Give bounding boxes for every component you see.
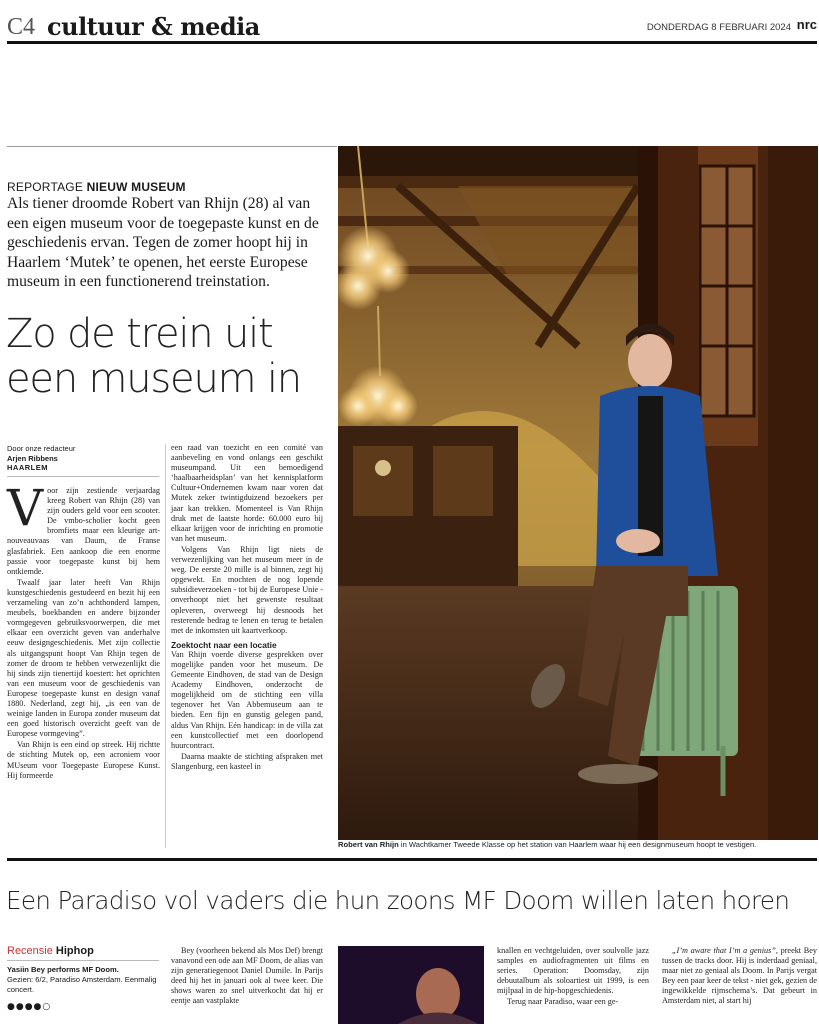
byline-place: HAARLEM	[7, 463, 48, 472]
caption-text: in Wachtkamer Tweede Klasse op het station van Haarlem waar hij een designmuseum hoopt te vestigen.	[398, 840, 757, 849]
review-headline: Een Paradiso vol vaders die hun zoons MF Doom willen laten horen	[6, 886, 790, 915]
article-headline: Zo de trein uit een museum in	[6, 311, 301, 402]
caption-name: Robert van Rhijn	[338, 840, 399, 849]
issue-date: DONDERDAG 8 FEBRUARI 2024	[646, 22, 791, 33]
review-title: Yasiin Bey performs MF Doom.	[7, 965, 119, 974]
review-details: Gezien: 6/2, Paradiso Amsterdam. Eenmalig concert.	[7, 974, 157, 994]
paragraph: Terug naar Paradiso, waar een ge-	[507, 997, 619, 1007]
review-column-3	[497, 946, 649, 1009]
byline-author: Arjen Ribbens	[7, 453, 58, 463]
review-genre: Hiphop	[55, 945, 94, 957]
article-subhead: Zoektocht naar een locatie	[171, 639, 277, 650]
paragraph: oor zijn zestiende verjaardag kreeg Robert van Rhijn (28) van zijn ouders geld voor een scooter. De vmbo-scholier kocht geen bromfiets maar een kleurige art-nouveauvaas van Daum, de Franse glasfabriek. Een aankoop die een enorme passie voor toegepaste kunst bij hem ontkiemde.	[7, 486, 160, 576]
article-top-rule	[7, 146, 337, 147]
paragraph: Twaalf jaar later heeft Van Rhijn kunstgeschiedenis gestudeerd en bezit hij een verzameling van zo’n achthonderd lampen, meubels, boekbanden en andere bijzonder vormgegeven gebruiksvoorwerpen, die met elkaar een overzicht geven van anderhalve eeuw designgeschiedenis. Met zijn collectie als uitgangspunt hoopt Van Rhijn tegen de zomer de droom te hebben verwezenlijkt die hij sinds zijn tienertijd koestert: het oprichten van een museum voor de geschiedenis van Europese toegepaste kunst en design vanaf 1880. Nederland, zegt hij, „is een van de weinige landen in Europa zonder museum dat een goed historisch overzicht geeft van de Europese vormgeving”.	[7, 577, 160, 739]
review-rule	[7, 960, 159, 961]
article-lead: Als tiener droomde Robert van Rhijn (28) al van een eigen museum voor de toegepaste kunst en de geschiedenis ervan. Tegen de zomer hoopt hij in Haarlem ‘Mutek’ te openen, het eerste Europese museum in een functionerend treinstation.	[7, 195, 319, 290]
article-column-2	[171, 443, 323, 773]
paragraph: Volgens Van Rhijn ligt niets de verwezenlijking van het museum meer in de weg. De eerste 20 mille is al binnen, zegt hij opgewekt. En mochten de nog lopende subsidieverzoeken - tot bij de Europese Unie - onverhoopt niet het gewenste resultaat opleveren, overweegt hij desnoods het resterende bedrag te lenen en terug te betalen met de inkomsten uit kaartverkoop.	[171, 544, 323, 635]
paragraph-text: , preekt Bey tussen de tracks door. Hij is inderdaad geniaal, maar niet zo geniaal als Doom. In Parijs vergat Bey een paar keer de tekst - niet gek, gezien de ingewikkelde rijmschema’s. Dat gebeurt in Amsterdam niet, al start hij	[662, 946, 817, 1006]
section-title: cultuur & media	[47, 12, 260, 41]
paragraph	[662, 946, 817, 1007]
article-column-1	[7, 479, 160, 782]
article-divider	[7, 858, 817, 861]
review-photo	[338, 946, 484, 1024]
article-photo	[338, 146, 818, 840]
photo-caption	[338, 840, 818, 850]
nrc-logo: nrc	[796, 17, 817, 32]
drop-cap: V	[7, 479, 44, 537]
kicker-topic: NIEUW MUSEUM	[86, 180, 186, 194]
quote: „I’m aware that I’m a genius”	[672, 946, 776, 955]
review-rating: ●●●●○	[7, 1002, 52, 1012]
page-number: C4	[7, 14, 36, 40]
paragraph: Van Rhijn is een eind op streek. Hij richtte de stichting Mutek op, een acroniem voor MUseum voor Toegepaste Europese Kunst. Hij formeerde	[7, 740, 160, 780]
paragraph: Bey (voorheen bekend als Mos Def) brengt vanavond een ode aan MF Doom, de alias van zijn generatiegenoot Daniel Dumile. In Parijs deed hij het in januari ook al twee keer. Die shows waren zo snel uitverkocht dat hij er eentje aan vastplakte	[171, 946, 323, 1006]
review-info	[7, 965, 159, 994]
byline	[7, 444, 157, 473]
paragraph: Daarna maakte de stichting afspraken met Slangenburg, een kasteel in	[171, 751, 323, 771]
byline-rule	[7, 476, 159, 477]
kicker-label: REPORTAGE	[7, 180, 84, 194]
review-column-4	[662, 946, 817, 1008]
paragraph: knallen en vechtgeluiden, over soulvolle jazz samples en audiofragmenten uit films en series. Operation: Doomsday, zijn debuutalbum als soloartiest uit 1999, is een mijlpaal in de hip-hopgeschiedenis.	[497, 946, 649, 996]
column-rule	[165, 444, 166, 848]
paragraph: Van Rhijn voerde diverse gesprekken over mogelijke panden voor het museum. De Gemeente Eindhoven, de stad van de Design Academy Eindhoven, onderzocht de mogelijkheid om de stichting een villa tegenover het Van Abbemuseum aan te bieden. Een fijn en gunstig gelegen pand, aldus Van Rhijn. Eén handicap: in de villa zat een kunstcollectief met een doorlopend huurcontract.	[171, 649, 323, 750]
article-kicker	[7, 180, 186, 194]
page-header	[7, 10, 817, 44]
review-type: Recensie	[7, 945, 53, 957]
review-label	[7, 945, 94, 957]
byline-intro: Door onze redacteur	[7, 444, 76, 453]
paragraph: een raad van toezicht en een comité van aanbeveling en vond onlangs een geschikt museumpand. Uit een bemoedigend ‘haalbaarheidsplan’ van het kennisplatform Cultuur+Ondernemen kwam naar voren dat Mutek zeker twintigduizend bezoekers per jaar kan trekken. Momenteel is Van Rhijn druk met de laatste horde: 60.000 euro bij elkaar krijgen voor de inrichting en promotie van het museum.	[171, 443, 323, 543]
review-column-1	[171, 946, 323, 1008]
